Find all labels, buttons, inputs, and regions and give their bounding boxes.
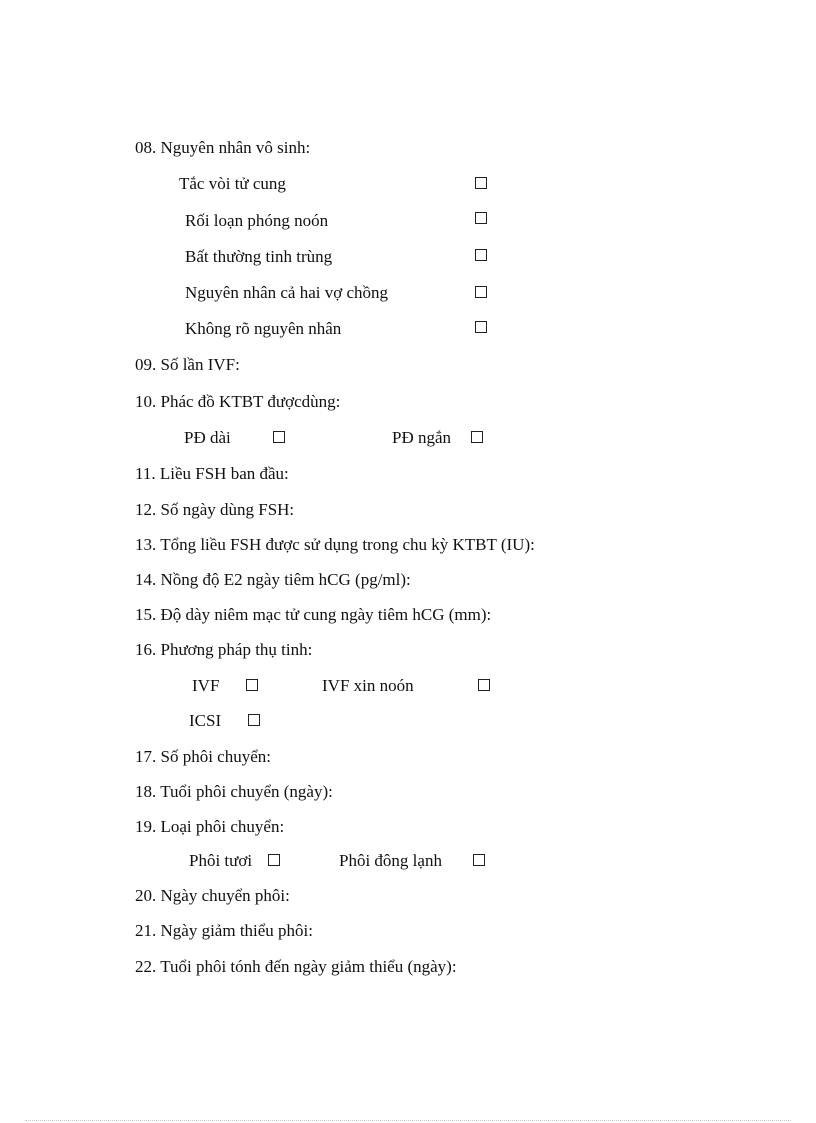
q19-label: 19. Loại phôi chuyển: — [135, 817, 285, 836]
q22-label: 22. Tuổi phôi tónh đến ngày giảm thiểu (ngày): — [135, 957, 457, 976]
q10-option-label: PĐ dài — [184, 428, 231, 447]
q09-label: 09. Số lần IVF: — [135, 355, 240, 374]
q16-option-label: IVF xin noón — [322, 676, 414, 695]
q13-label: 13. Tổng liều FSH được sử dụng trong chu kỳ KTBT (IU): — [135, 535, 535, 554]
q08-option-checkbox[interactable] — [475, 286, 487, 298]
q08-option-label: Rối loạn phóng noón — [185, 211, 329, 230]
q15-label: 15. Độ dày niêm mạc tử cung ngày tiêm hCG (mm): — [135, 605, 492, 624]
q21-label: 21. Ngày giảm thiểu phôi: — [135, 921, 314, 940]
q19-option-label: Phôi đông lạnh — [339, 851, 442, 870]
q16-option-checkbox[interactable] — [478, 679, 490, 691]
q16-option-label: ICSI — [189, 711, 222, 730]
q08-option-checkbox[interactable] — [475, 321, 487, 333]
q08-option-checkbox[interactable] — [475, 249, 487, 261]
q08-option-label: Không rõ nguyên nhân — [185, 319, 342, 338]
q19-option-checkbox[interactable] — [473, 854, 485, 866]
q08-option-checkbox[interactable] — [475, 177, 487, 189]
q16-label: 16. Phương pháp thụ tinh: — [135, 640, 313, 659]
q10-option-checkbox[interactable] — [273, 431, 285, 443]
q19-option-checkbox[interactable] — [268, 854, 280, 866]
q08-option-label: Tắc vòi tử cung — [179, 174, 286, 193]
page-bottom-divider — [25, 1120, 791, 1121]
q10-option-label: PĐ ngắn — [392, 428, 452, 447]
q17-label: 17. Số phôi chuyển: — [135, 747, 271, 766]
q08-option-checkbox[interactable] — [475, 212, 487, 224]
q14-label: 14. Nồng độ E2 ngày tiêm hCG (pg/ml): — [135, 570, 411, 589]
q08-option-label: Bất thường tinh trùng — [185, 247, 333, 266]
q10-option-checkbox[interactable] — [471, 431, 483, 443]
q16-option-checkbox[interactable] — [248, 714, 260, 726]
q18-label: 18. Tuổi phôi chuyển (ngày): — [135, 782, 333, 801]
q19-option-label: Phôi tươi — [189, 851, 253, 870]
q08-option-label: Nguyên nhân cả hai vợ chồng — [185, 283, 389, 302]
q11-label: 11. Liều FSH ban đầu: — [135, 464, 289, 483]
q20-label: 20. Ngày chuyển phôi: — [135, 886, 290, 905]
q16-option-label: IVF — [192, 676, 220, 695]
q10-label: 10. Phác đồ KTBT đượcdùng: — [135, 392, 341, 411]
q12-label: 12. Số ngày dùng FSH: — [135, 500, 295, 519]
q16-option-checkbox[interactable] — [246, 679, 258, 691]
q08-label: 08. Nguyên nhân vô sinh: — [135, 138, 311, 157]
